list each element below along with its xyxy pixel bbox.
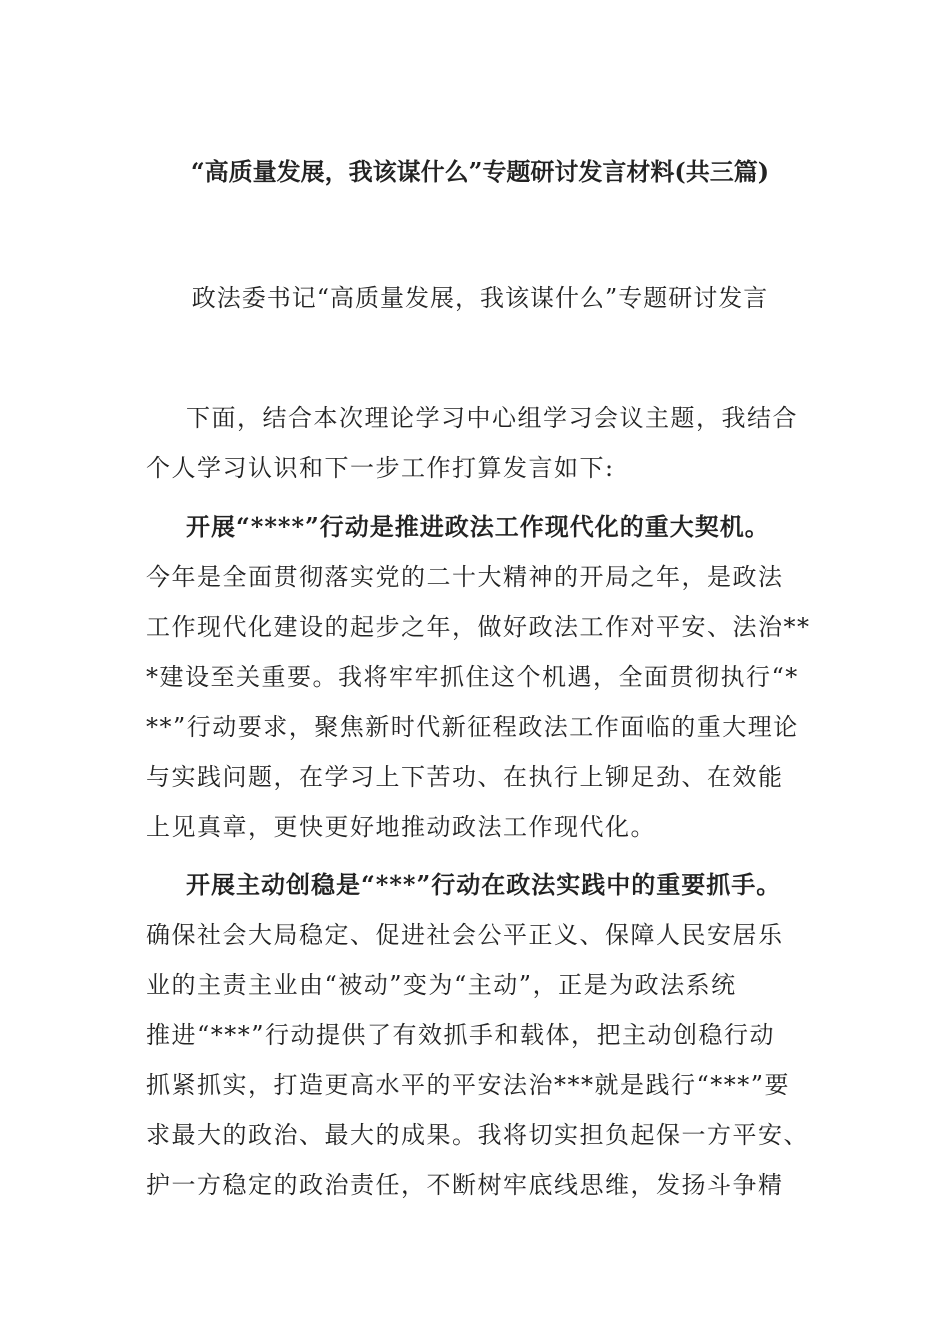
section-heading: 开展主动创稳是“***”行动在政法实践中的重要抓手。 — [186, 870, 782, 899]
section-heading: 开展“****”行动是推进政法工作现代化的重大契机。 — [186, 512, 770, 541]
paragraph-line: *建设至关重要。我将牢牢抓住这个机遇，全面贯彻执行“* — [146, 663, 799, 691]
paragraph-line: 上见真章，更快更好地推动政法工作现代化。 — [146, 813, 656, 841]
intro-line: 个人学习认识和下一步工作打算发言如下: — [146, 454, 615, 482]
paragraph-line: 与实践问题，在学习上下苦功、在执行上铆足劲、在效能 — [146, 763, 784, 791]
section-1 — [146, 502, 811, 852]
paragraph-line: **”行动要求，聚焦新时代新征程政法工作面临的重大理论 — [146, 713, 799, 741]
document-title: “高质量发展，我该谋什么”专题研讨发言材料(共三篇) — [190, 157, 770, 186]
intro-line: 下面，结合本次理论学习中心组学习会议主题，我结合 — [186, 404, 798, 432]
paragraph-line: 护一方稳定的政治责任，不断树牢底线思维，发扬斗争精 — [146, 1171, 784, 1199]
paragraph-line: 确保社会大局稳定、促进社会公平正义、保障人民安居乐 — [146, 921, 784, 949]
paragraph-line: 推进“***”行动提供了有效抓手和载体，把主动创稳行动 — [146, 1021, 776, 1049]
paragraph-line: 抓紧抓实，打造更高水平的平安法治***就是践行“***”要 — [146, 1071, 791, 1099]
section-2 — [146, 860, 809, 1210]
paragraph-line: 今年是全面贯彻落实党的二十大精神的开局之年，是政法 — [146, 563, 784, 591]
document-subtitle: 政法委书记“高质量发展，我该谋什么”专题研讨发言 — [191, 284, 769, 312]
paragraph-line: 工作现代化建设的起步之年，做好政法工作对平安、法治** — [146, 613, 811, 641]
paragraph-line: 业的主责主业由“被动”变为“主动”，正是为政法系统 — [146, 971, 737, 999]
intro-paragraph — [146, 393, 806, 493]
paragraph-line: 求最大的政治、最大的成果。我将切实担负起保一方平安、 — [146, 1121, 809, 1149]
